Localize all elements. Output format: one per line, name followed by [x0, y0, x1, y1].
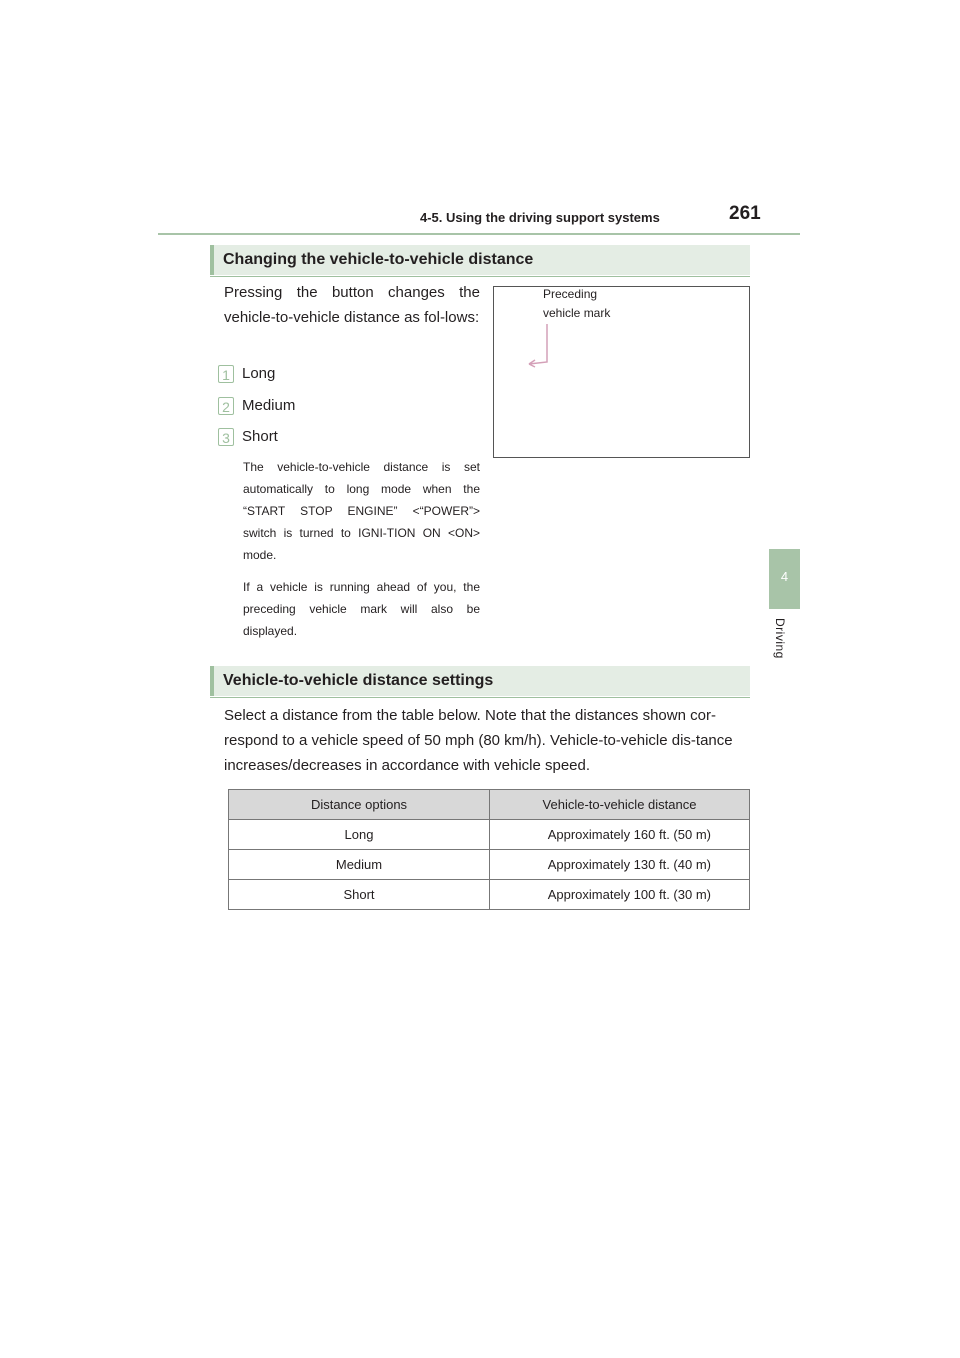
table-row: [229, 880, 750, 910]
list-item-label: Medium: [242, 397, 296, 414]
table-cell-option: Long: [229, 820, 490, 850]
table-cell-distance: Approximately 130 ft. (40 m): [490, 850, 750, 880]
distance-table: [228, 789, 750, 910]
section-heading-text: Changing the vehicle-to-vehicle distance: [223, 251, 534, 268]
display-illustration: [493, 286, 750, 458]
step-number-badge: 3: [218, 428, 234, 446]
page-number: 261: [729, 203, 761, 224]
callout-arrow-icon: [525, 322, 555, 370]
header-divider: [158, 233, 800, 235]
column-header-options: Distance options: [229, 790, 490, 820]
section-heading-distance: [210, 245, 750, 275]
section-heading-settings: [210, 666, 750, 696]
column-header-distance: Vehicle-to-vehicle distance: [490, 790, 750, 820]
list-item: [218, 363, 275, 385]
section-heading-text: Vehicle-to-vehicle distance settings: [223, 672, 494, 689]
list-item: [218, 426, 278, 448]
chapter-number: 4: [780, 569, 789, 584]
table-row: [229, 820, 750, 850]
running-header: 4-5. Using the driving support systems: [420, 210, 660, 225]
list-item: [218, 395, 295, 417]
step-number-badge: 1: [218, 365, 234, 383]
figure-callout-line1: Preceding: [543, 287, 598, 301]
step-number-badge: 2: [218, 397, 234, 415]
table-cell-distance: Approximately 100 ft. (30 m): [490, 880, 750, 910]
note-auto-long-mode: The vehicle-to-vehicle distance is set automatically to long mode when the “START STOP ENGINE” <“POWER”> switch is turned to IGNI-TION ON <ON> mode.: [243, 460, 480, 562]
figure-callout-line2: vehicle mark: [543, 306, 611, 320]
table-header-row: [229, 790, 750, 820]
table-row: [229, 850, 750, 880]
intro-paragraph: Pressing the button changes the vehicle-to-vehicle distance as fol-lows:: [224, 284, 480, 326]
list-item-label: Short: [242, 428, 278, 445]
table-cell-option: Short: [229, 880, 490, 910]
figure-callout-label: [543, 285, 610, 323]
table-cell-distance: Approximately 160 ft. (50 m): [490, 820, 750, 850]
settings-paragraph: Select a distance from the table below. Note that the distances shown cor-respond to a vehicle speed of 50 mph (80 km/h). Vehicle-to-vehicle dis-tance increases/decreases in accordance with vehicle speed.: [224, 707, 733, 774]
table-cell-option: Medium: [229, 850, 490, 880]
list-item-label: Long: [242, 365, 276, 382]
chapter-label: Driving: [773, 618, 787, 659]
note-preceding-vehicle: If a vehicle is running ahead of you, the preceding vehicle mark will also be displayed.: [243, 580, 480, 638]
